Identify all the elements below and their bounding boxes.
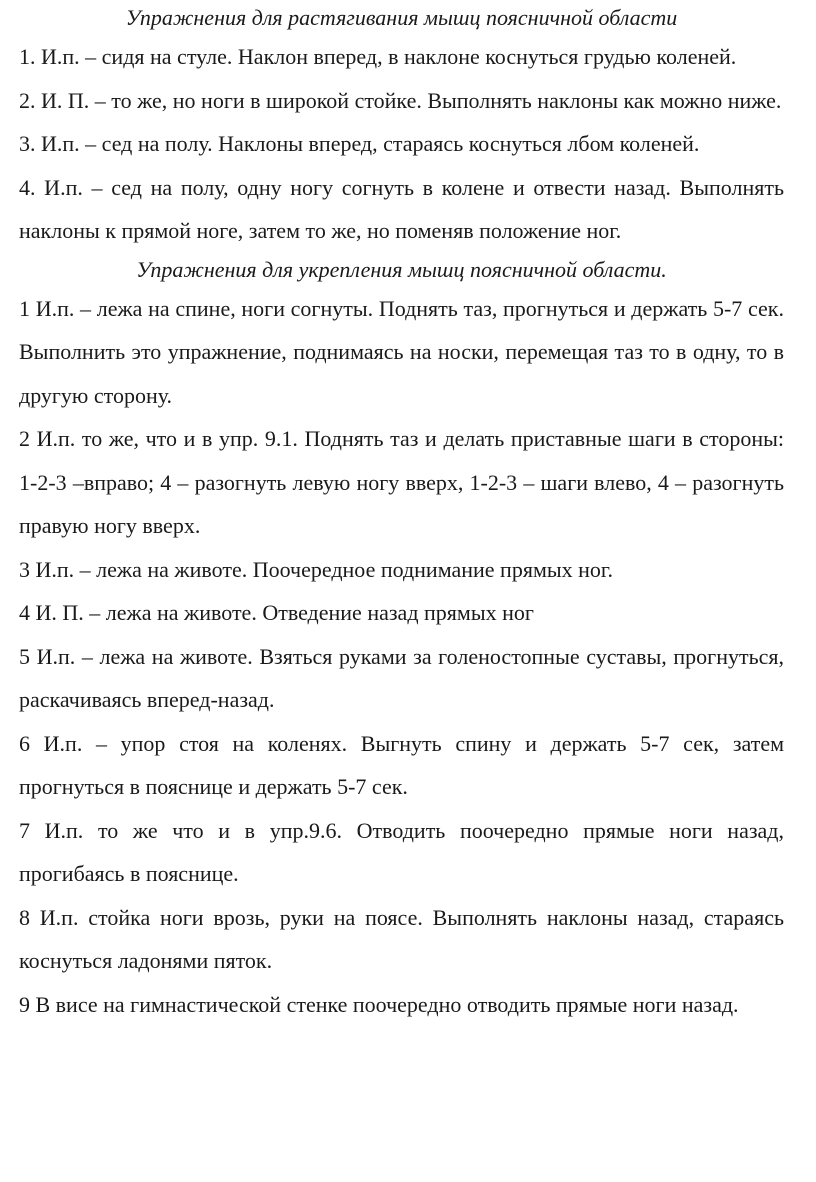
- exercise-item: 1 И.п. – лежа на спине, ноги согнуты. Поднять таз, прогнуться и держать 5-7 сек. Выполнить это упражнение, поднимаясь на носки, перемещая таз то в одну, то в другую сторону.: [19, 295, 784, 408]
- exercise-item: 7 И.п. то же что и в упр.9.6. Отводить поочередно прямые ноги назад, прогибаясь в пояснице.: [19, 817, 784, 886]
- exercise-item: 6 И.п. – упор стоя на коленях. Выгнуть спину и держать 5-7 сек, затем прогнуться в пояснице и держать 5-7 сек.: [19, 730, 784, 799]
- exercise-item: 9 В висе на гимнастической стенке поочередно отводить прямые ноги назад.: [19, 991, 739, 1017]
- section-title-stretching: Упражнения для растягивания мышц поясничной области: [125, 5, 678, 30]
- document-page: [19, 0, 784, 1026]
- exercise-item: 1. И.п. – сидя на стуле. Наклон вперед, в наклоне коснуться грудью коленей.: [19, 44, 737, 69]
- exercise-item: 3 И.п. – лежа на животе. Поочередное поднимание прямых ног.: [19, 556, 613, 582]
- exercise-item: 4 И. П. – лежа на животе. Отведение назад прямых ног: [19, 600, 534, 625]
- exercise-item: 2. И. П. – то же, но ноги в широкой стойке. Выполнять наклоны как можно ниже.: [19, 87, 782, 113]
- exercise-item: 3. И.п. – сед на полу. Наклоны вперед, стараясь коснуться лбом коленей.: [19, 131, 700, 156]
- section-title-strengthening: Упражнения для укрепления мышц поясничной области.: [136, 256, 667, 282]
- exercise-item: 2 И.п. то же, что и в упр. 9.1. Поднять таз и делать приставные шаги в стороны: 1-2-3 –вправо; 4 – разогнуть левую ногу вверх, 1-2-3 – шаги влево, 4 – разогнуть правую ногу вверх.: [19, 426, 784, 538]
- exercise-item: 4. И.п. – сед на полу, одну ногу согнуть в колене и отвести назад. Выполнять наклоны к прямой ноге, затем то же, но поменяв положение ног.: [19, 174, 784, 243]
- exercise-item: 8 И.п. стойка ноги врозь, руки на поясе. Выполнять наклоны назад, стараясь коснуться ладонями пяток.: [19, 904, 784, 973]
- exercise-item: 5 И.п. – лежа на животе. Взяться руками за голеностопные суставы, прогнуться, раскачиваясь вперед-назад.: [19, 643, 784, 712]
